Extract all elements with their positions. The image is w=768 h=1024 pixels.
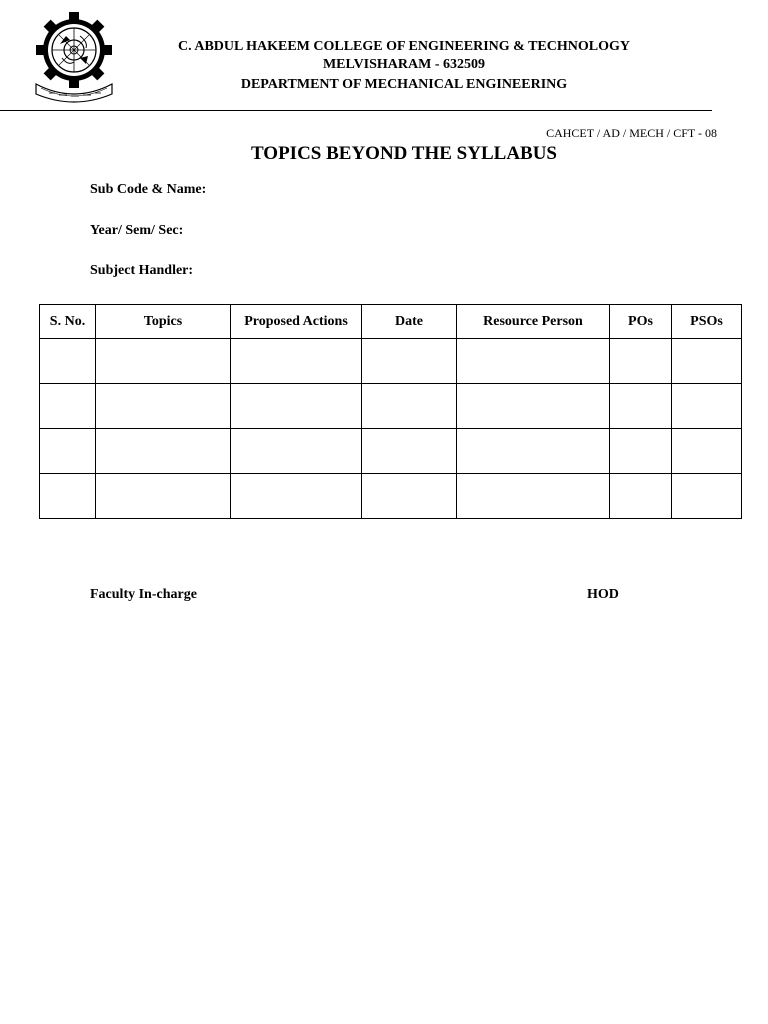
table-cell: [362, 474, 457, 519]
table-cell: [610, 384, 672, 429]
column-header-psos: PSOs: [672, 305, 742, 339]
table-cell: [231, 384, 362, 429]
college-location: MELVISHARAM - 632509: [322, 57, 486, 72]
column-header-sno: S. No.: [40, 305, 96, 339]
header-divider: [0, 110, 712, 111]
column-header-date: Date: [362, 305, 457, 339]
table-cell: [362, 339, 457, 384]
table-cell: [672, 339, 742, 384]
sub-code-name-label: Sub Code & Name:: [90, 182, 207, 197]
table-cell: [96, 339, 231, 384]
table-cell: [40, 474, 96, 519]
table-cell: [672, 384, 742, 429]
column-header-pos: POs: [610, 305, 672, 339]
table-cell: [96, 384, 231, 429]
table-cell: [457, 474, 610, 519]
table-cell: [362, 384, 457, 429]
column-header-resource-person: Resource Person: [457, 305, 610, 339]
table-row: [40, 429, 742, 474]
topics-table: [39, 304, 742, 519]
college-name: C. ABDUL HAKEEM COLLEGE OF ENGINEERING & TECHNOLOGY: [178, 39, 630, 54]
year-sem-sec-label: Year/ Sem/ Sec:: [90, 223, 184, 238]
hod-signature-label: HOD: [587, 587, 619, 602]
table-row: [40, 474, 742, 519]
table-header-row: [40, 305, 742, 339]
table-cell: [362, 429, 457, 474]
table-cell: [231, 474, 362, 519]
faculty-incharge-signature-label: Faculty In-charge: [90, 587, 197, 602]
page-title: TOPICS BEYOND THE SYLLABUS: [250, 143, 558, 164]
table-cell: [610, 339, 672, 384]
subject-handler-label: Subject Handler:: [90, 263, 194, 278]
table-row: [40, 384, 742, 429]
table-cell: [457, 339, 610, 384]
table-cell: [96, 429, 231, 474]
document-code: CAHCET / AD / MECH / CFT - 08: [546, 126, 717, 140]
table-cell: [40, 339, 96, 384]
table-cell: [40, 384, 96, 429]
table-cell: [610, 474, 672, 519]
table-cell: [96, 474, 231, 519]
column-header-topics: Topics: [96, 305, 231, 339]
table-cell: [610, 429, 672, 474]
column-header-proposed-actions: Proposed Actions: [231, 305, 362, 339]
table-cell: [231, 429, 362, 474]
table-cell: [672, 474, 742, 519]
table-cell: [672, 429, 742, 474]
table-cell: [231, 339, 362, 384]
table-cell: [457, 384, 610, 429]
table-cell: [457, 429, 610, 474]
table-row: [40, 339, 742, 384]
department-name: DEPARTMENT OF MECHANICAL ENGINEERING: [240, 77, 568, 92]
table-cell: [40, 429, 96, 474]
